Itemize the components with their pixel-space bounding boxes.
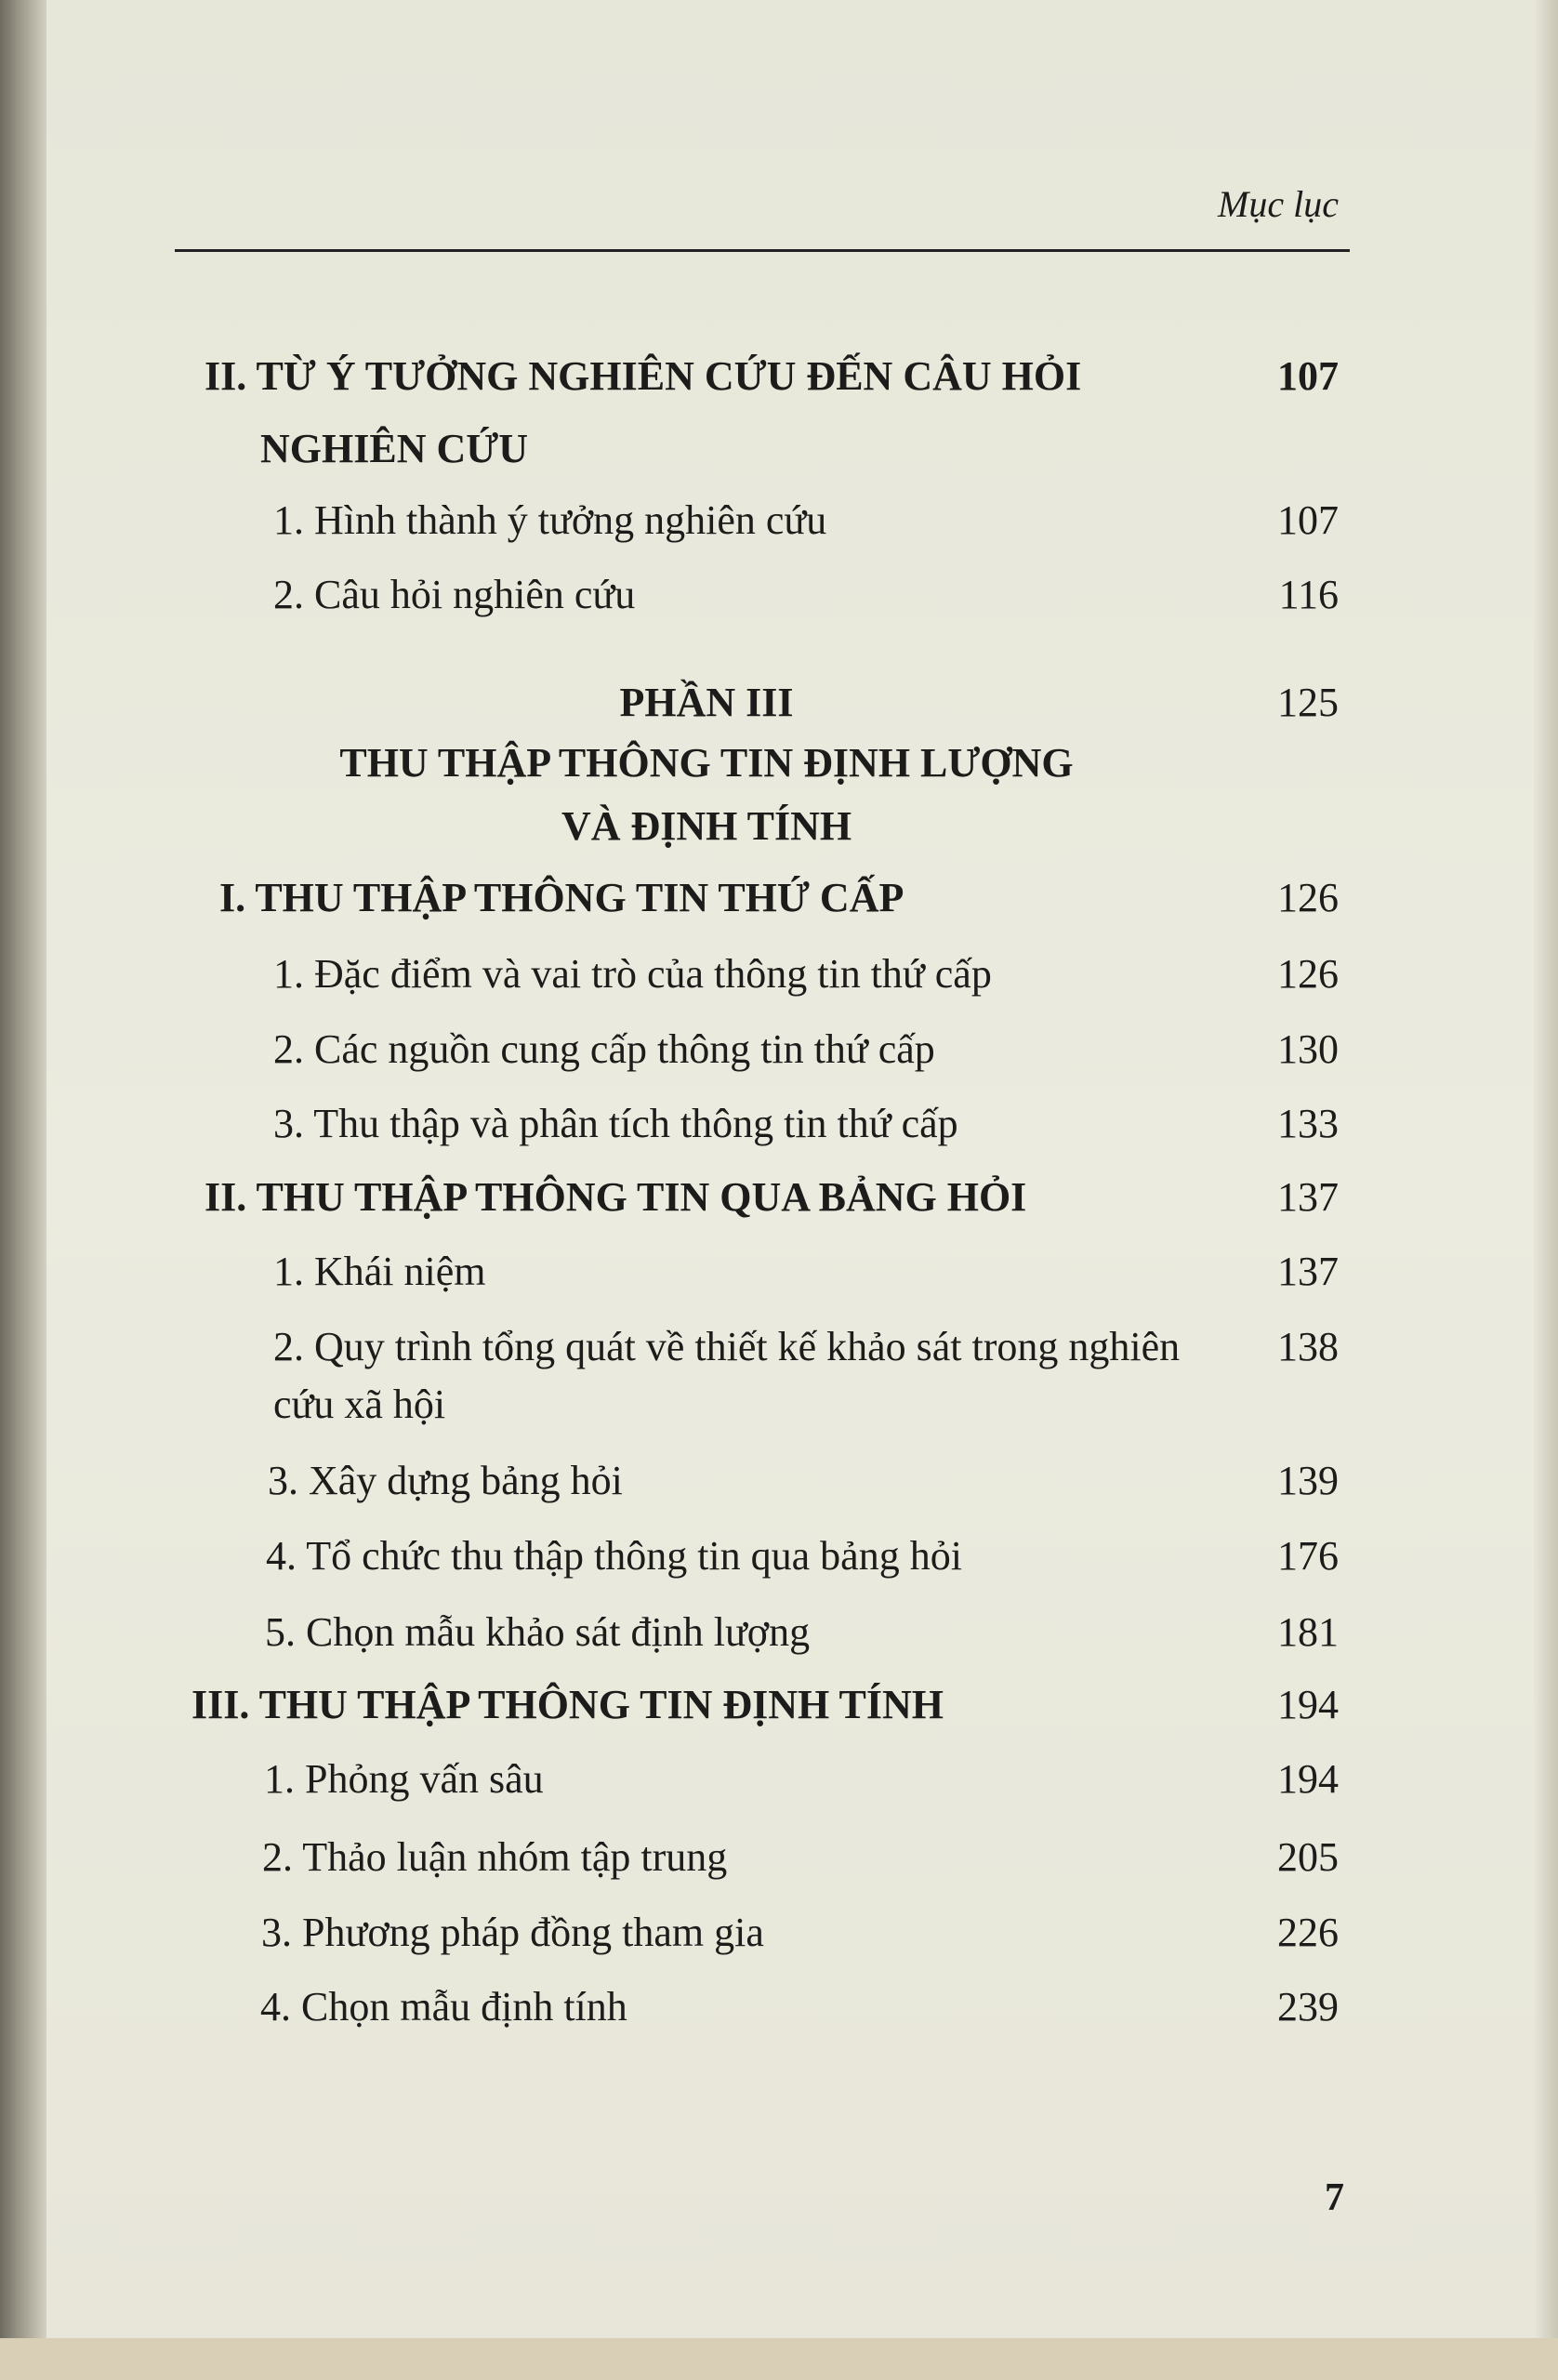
toc-item: 4. Tổ chức thu thập thông tin qua bảng hỏi 176 <box>266 1533 1339 1579</box>
background-surface <box>0 2338 1558 2380</box>
toc-item: 1. Khái niệm 137 <box>273 1249 1339 1294</box>
toc-item: 2. Thảo luận nhóm tập trung 205 <box>262 1834 1339 1880</box>
toc-item: 2. Các nguồn cung cấp thông tin thứ cấp 130 <box>273 1026 1339 1072</box>
page-number: 7 <box>1325 2176 1344 2219</box>
toc-section: I. THU THẬP THÔNG TIN THỨ CẤP 126 <box>219 875 1339 920</box>
toc-item: 2. Câu hỏi nghiên cứu 116 <box>273 572 1339 617</box>
toc-part-title: VÀ ĐỊNH TÍNH <box>561 803 852 849</box>
toc-item: 2. Quy trình tổng quát về thiết kế khảo sát trong nghiên 138 <box>273 1324 1339 1369</box>
toc-item: 1. Phỏng vấn sâu 194 <box>264 1756 1339 1802</box>
toc-item: 1. Hình thành ý tưởng nghiên cứu 107 <box>273 497 1339 543</box>
toc-item: 3. Phương pháp đồng tham gia 226 <box>261 1910 1339 1955</box>
toc-section: III. THU THẬP THÔNG TIN ĐỊNH TÍNH 194 <box>191 1682 1339 1727</box>
toc-item-cont: cứu xã hội <box>273 1382 446 1427</box>
toc-item: 1. Đặc điểm và vai trò của thông tin thứ cấp 126 <box>273 951 1339 997</box>
toc-section-cont: NGHIÊN CỨU <box>260 426 529 471</box>
toc-item: 4. Chọn mẫu định tính 239 <box>260 1984 1339 2030</box>
header-rule <box>175 249 1350 252</box>
toc-item: 3. Xây dựng bảng hỏi 139 <box>268 1458 1339 1503</box>
toc-item: 5. Chọn mẫu khảo sát định lượng 181 <box>265 1609 1339 1655</box>
toc-item: 3. Thu thập và phân tích thông tin thứ cấp 133 <box>273 1101 1339 1146</box>
toc-part: PHẦN III 125 <box>619 680 1339 725</box>
running-header: Mục lục <box>1218 183 1339 225</box>
toc-section: II. TỪ Ý TƯỞNG NGHIÊN CỨU ĐẾN CÂU HỎI 107 <box>205 353 1339 399</box>
toc-section: II. THU THẬP THÔNG TIN QUA BẢNG HỎI 137 <box>205 1174 1339 1220</box>
toc-part-title: THU THẬP THÔNG TIN ĐỊNH LƯỢNG <box>339 740 1074 786</box>
